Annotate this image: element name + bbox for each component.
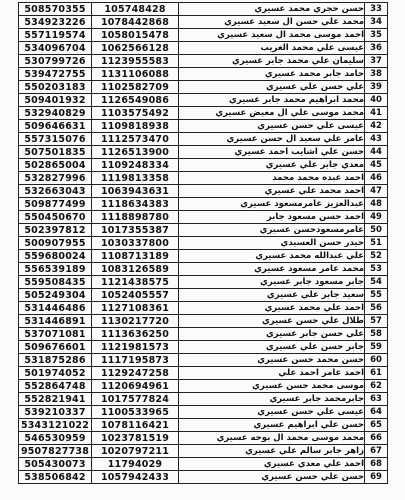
row-number-cell: 41 — [365, 107, 388, 120]
name-cell: احمد عبده محمد محمد — [179, 172, 365, 185]
name-cell: احمد علي معدي عسيري — [179, 458, 365, 471]
id-number-cell: 1023781519 — [92, 432, 179, 445]
row-number-cell: 61 — [365, 367, 388, 380]
table-row — [19, 237, 388, 250]
id-number-cell: 1078116421 — [92, 419, 179, 432]
table-row — [19, 107, 388, 120]
name-cell: حيدر حسن العسيدي — [179, 237, 365, 250]
name-cell: علي حسن جابر عسيري — [179, 328, 365, 341]
table-row — [19, 354, 388, 367]
name-cell: عيسى علي حسن عسيري — [179, 120, 365, 133]
phone-cell: 505430073 — [19, 458, 92, 471]
row-number-cell: 33 — [365, 3, 388, 16]
id-number-cell: 1100533965 — [92, 406, 179, 419]
table-row — [19, 367, 388, 380]
row-number-cell: 62 — [365, 380, 388, 393]
name-cell: عيسى علي محمد الغريب — [179, 42, 365, 55]
row-number-cell: 63 — [365, 393, 388, 406]
id-number-cell: 1062566128 — [92, 42, 179, 55]
table-row — [19, 94, 388, 107]
table-row — [19, 42, 388, 55]
id-number-cell: 1103575492 — [92, 107, 179, 120]
id-number-cell: 1126513900 — [92, 146, 179, 159]
id-number-cell: 1130217720 — [92, 315, 179, 328]
row-number-cell: 38 — [365, 68, 388, 81]
row-number-cell: 45 — [365, 159, 388, 172]
phone-cell: 509646631 — [19, 120, 92, 133]
row-number-cell: 67 — [365, 445, 388, 458]
row-number-cell: 65 — [365, 419, 388, 432]
id-number-cell: 1063943631 — [92, 185, 179, 198]
table-row — [19, 406, 388, 419]
table-row — [19, 471, 388, 484]
name-cell: حسن محمد حسن عسيري — [179, 354, 365, 367]
table-row — [19, 120, 388, 133]
table-row — [19, 3, 388, 16]
row-number-cell: 51 — [365, 237, 388, 250]
table-row — [19, 29, 388, 42]
phone-cell: 538506842 — [19, 471, 92, 484]
row-number-cell: 47 — [365, 185, 388, 198]
row-number-cell: 49 — [365, 211, 388, 224]
table-row — [19, 55, 388, 68]
phone-cell: 509877499 — [19, 198, 92, 211]
name-cell: حسن علي ابراهيم عسيري — [179, 419, 365, 432]
table-row — [19, 198, 388, 211]
phone-cell: 532940829 — [19, 107, 92, 120]
name-cell: محمد علي حسن ال سعيد عسيري — [179, 16, 365, 29]
table-row — [19, 16, 388, 29]
row-number-cell: 34 — [365, 16, 388, 29]
name-cell: معدي جابر علي عسيري — [179, 159, 365, 172]
id-number-cell: 1131106088 — [92, 68, 179, 81]
phone-cell: 508570355 — [19, 3, 92, 16]
id-number-cell: 1121981573 — [92, 341, 179, 354]
table-row — [19, 224, 388, 237]
row-number-cell: 53 — [365, 263, 388, 276]
id-number-cell: 1120694961 — [92, 380, 179, 393]
name-cell: حسن علي حسن عسيري — [179, 471, 365, 484]
phone-cell: 502865004 — [19, 159, 92, 172]
row-number-cell: 57 — [365, 315, 388, 328]
phone-cell: 550203183 — [19, 81, 92, 94]
table-row — [19, 159, 388, 172]
name-cell: طلال علي حسن عسيري — [179, 315, 365, 328]
phone-cell: 532663043 — [19, 185, 92, 198]
row-number-cell: 39 — [365, 81, 388, 94]
id-number-cell: 1129247258 — [92, 367, 179, 380]
row-number-cell: 68 — [365, 458, 388, 471]
phone-cell: 537071081 — [19, 328, 92, 341]
table-row — [19, 263, 388, 276]
name-cell: عامرمسعودحسن عسيري — [179, 224, 365, 237]
phone-cell: 509676601 — [19, 341, 92, 354]
phone-cell: 534923226 — [19, 16, 92, 29]
phone-cell: 531875286 — [19, 354, 92, 367]
id-number-cell: 1083126589 — [92, 263, 179, 276]
name-cell: احمد محمد علي عسيري — [179, 185, 365, 198]
id-number-cell: 1119813358 — [92, 172, 179, 185]
row-number-cell: 66 — [365, 432, 388, 445]
name-cell: علي حسن علي عسيري — [179, 81, 365, 94]
phone-cell: 509401932 — [19, 94, 92, 107]
phone-cell: 531446891 — [19, 315, 92, 328]
id-number-cell: 1057942433 — [92, 471, 179, 484]
name-cell: علي عبدالله محمد عسيري — [179, 250, 365, 263]
table-row — [19, 341, 388, 354]
phone-cell: 502397812 — [19, 224, 92, 237]
table-row — [19, 445, 388, 458]
phone-cell: 501974052 — [19, 367, 92, 380]
id-number-cell: 1112573470 — [92, 133, 179, 146]
name-cell: احمد علي محمد عسيري — [179, 302, 365, 315]
row-number-cell: 55 — [365, 289, 388, 302]
name-cell: حامد جابر محمد عسيري — [179, 68, 365, 81]
id-number-cell: 1108713189 — [92, 250, 179, 263]
table-row — [19, 250, 388, 263]
id-number-cell: 1078442868 — [92, 16, 179, 29]
phone-cell: 5343121022 — [19, 419, 92, 432]
row-number-cell: 43 — [365, 133, 388, 146]
id-number-cell: 1017577824 — [92, 393, 179, 406]
phone-cell: 532827996 — [19, 172, 92, 185]
id-number-cell: 1126549086 — [92, 94, 179, 107]
id-number-cell: 1030337800 — [92, 237, 179, 250]
phone-cell: 505249304 — [19, 289, 92, 302]
row-number-cell: 69 — [365, 471, 388, 484]
name-cell: محمد موسى محمد ال بوحه عسيري — [179, 432, 365, 445]
name-cell: حسن حجري محمد عسيري — [179, 3, 365, 16]
table-row — [19, 393, 388, 406]
name-cell: محمد موسى علي ال معيض عسيري — [179, 107, 365, 120]
row-number-cell: 44 — [365, 146, 388, 159]
phone-cell: 552821941 — [19, 393, 92, 406]
name-cell: سليمان علي محمد جابر عسيري — [179, 55, 365, 68]
phone-cell: 500907955 — [19, 237, 92, 250]
id-number-cell: 105748428 — [92, 3, 179, 16]
id-number-cell: 1117195873 — [92, 354, 179, 367]
id-number-cell: 1020797211 — [92, 445, 179, 458]
row-number-cell: 64 — [365, 406, 388, 419]
id-number-cell: 1102582709 — [92, 81, 179, 94]
id-number-cell: 1113636250 — [92, 328, 179, 341]
table-row — [19, 81, 388, 94]
row-number-cell: 54 — [365, 276, 388, 289]
phone-cell: 559680024 — [19, 250, 92, 263]
name-cell: جابرمحمد جابر عسيري — [179, 393, 365, 406]
table-row — [19, 276, 388, 289]
row-number-cell: 56 — [365, 302, 388, 315]
phone-cell: 531446486 — [19, 302, 92, 315]
id-number-cell: 1058015478 — [92, 29, 179, 42]
phone-cell: 552864748 — [19, 380, 92, 393]
name-cell: عامر علي سعيد ال حسن عسيري — [179, 133, 365, 146]
contacts-table — [18, 2, 388, 484]
name-cell: عبدالعزيز عامرمسعود عسيري — [179, 198, 365, 211]
name-cell: احمد حسن مسعود جابر — [179, 211, 365, 224]
id-number-cell: 1052405557 — [92, 289, 179, 302]
table-row — [19, 133, 388, 146]
id-number-cell: 1109818938 — [92, 120, 179, 133]
table-body — [19, 3, 388, 484]
phone-cell: 530799726 — [19, 55, 92, 68]
name-cell: حسن علي اشايب احمد عسيري — [179, 146, 365, 159]
table-row — [19, 289, 388, 302]
table-row — [19, 211, 388, 224]
id-number-cell: 1118898780 — [92, 211, 179, 224]
row-number-cell: 35 — [365, 29, 388, 42]
row-number-cell: 37 — [365, 55, 388, 68]
phone-cell: 557119574 — [19, 29, 92, 42]
phone-cell: 539472755 — [19, 68, 92, 81]
name-cell: عيسى علي حسن عسيري — [179, 406, 365, 419]
table-row — [19, 432, 388, 445]
phone-cell: 9507827738 — [19, 445, 92, 458]
row-number-cell: 58 — [365, 328, 388, 341]
table-row — [19, 172, 388, 185]
phone-cell: 557315076 — [19, 133, 92, 146]
phone-cell: 539210337 — [19, 406, 92, 419]
table-row — [19, 380, 388, 393]
name-cell: جابر حسن علي عسيري — [179, 341, 365, 354]
name-cell: محمد عامر مسعود عسيري — [179, 263, 365, 276]
phone-cell: 559508435 — [19, 276, 92, 289]
table-row — [19, 315, 388, 328]
id-number-cell: 1109248334 — [92, 159, 179, 172]
id-number-cell: 1017355387 — [92, 224, 179, 237]
row-number-cell: 48 — [365, 198, 388, 211]
phone-cell: 546530959 — [19, 432, 92, 445]
row-number-cell: 52 — [365, 250, 388, 263]
row-number-cell: 42 — [365, 120, 388, 133]
id-number-cell: 1121438575 — [92, 276, 179, 289]
table-row — [19, 68, 388, 81]
row-number-cell: 60 — [365, 354, 388, 367]
row-number-cell: 46 — [365, 172, 388, 185]
name-cell: احمد عامر احمد علي — [179, 367, 365, 380]
table-row — [19, 419, 388, 432]
row-number-cell: 59 — [365, 341, 388, 354]
phone-cell: 556539189 — [19, 263, 92, 276]
id-number-cell: 11794029 — [92, 458, 179, 471]
phone-cell: 550450670 — [19, 211, 92, 224]
row-number-cell: 40 — [365, 94, 388, 107]
row-number-cell: 50 — [365, 224, 388, 237]
name-cell: موسى محمد حسن عسيري — [179, 380, 365, 393]
row-number-cell: 36 — [365, 42, 388, 55]
name-cell: محمد ابراهيم محمد جابر عسيري — [179, 94, 365, 107]
table-row — [19, 185, 388, 198]
id-number-cell: 1118634383 — [92, 198, 179, 211]
phone-cell: 507501835 — [19, 146, 92, 159]
name-cell: جابر مسعود جابر عسيري — [179, 276, 365, 289]
table-row — [19, 146, 388, 159]
name-cell: سعيد جابر علي عسيري — [179, 289, 365, 302]
table-row — [19, 458, 388, 471]
phone-cell: 534096704 — [19, 42, 92, 55]
table-row — [19, 328, 388, 341]
table-row — [19, 302, 388, 315]
name-cell: زاهر جابر سالم علي عسيري — [179, 445, 365, 458]
name-cell: احمد موسى محمد ال سعيد عسيري — [179, 29, 365, 42]
id-number-cell: 1127108361 — [92, 302, 179, 315]
id-number-cell: 1123955583 — [92, 55, 179, 68]
